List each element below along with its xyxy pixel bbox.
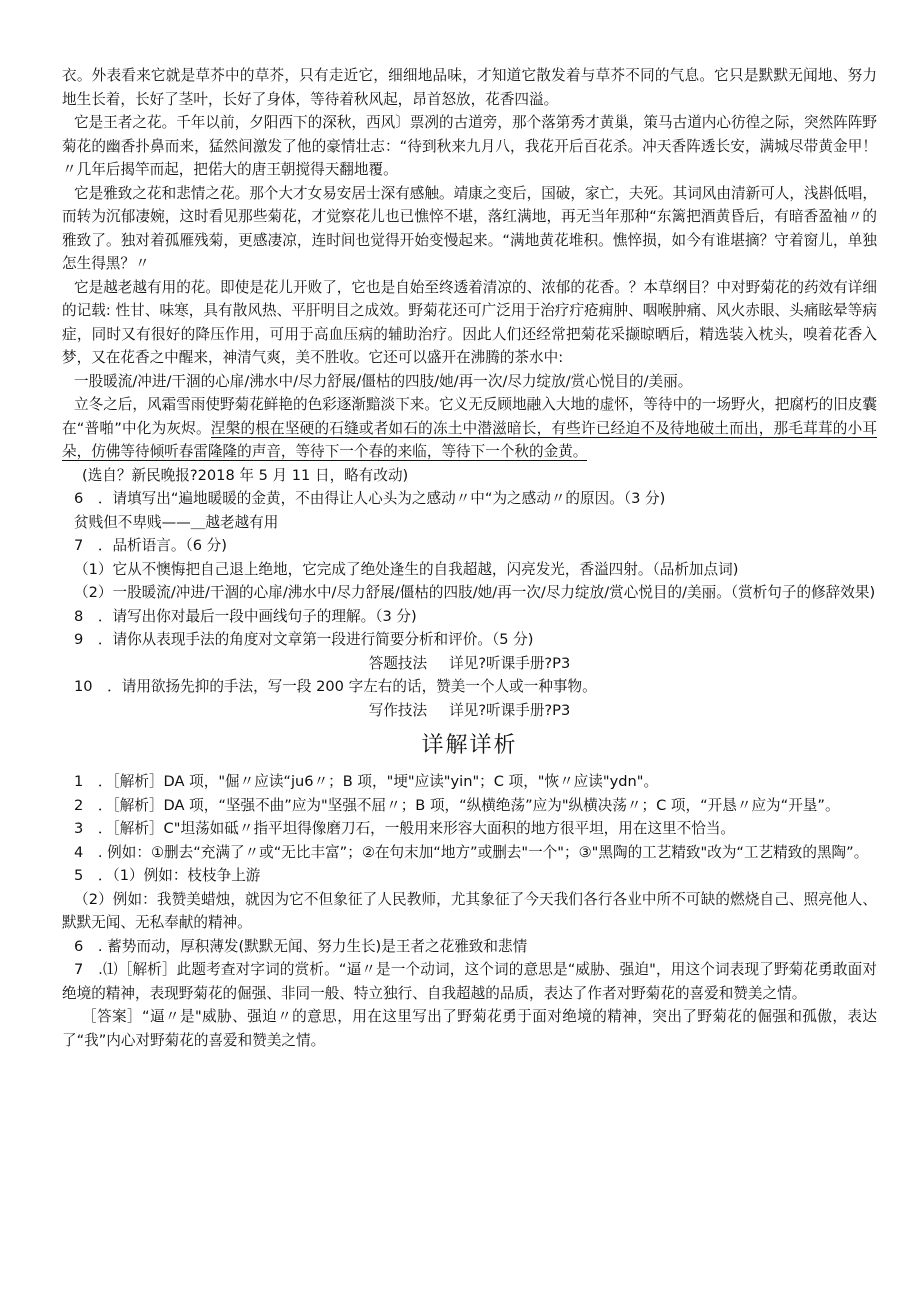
document-page: [62, 64, 877, 1052]
analysis-7-answer: ［答案］“逼〃是"威胁、强迫〃的意思，用在这里写出了野菊花勇于面对绝境的精神，突出了野菊花的倔强和孤傲，表达了“我”内心对野菊花的喜爱和赞美之情。: [62, 1008, 877, 1049]
article-paragraph-1: 衣。外表看来它就是草芥中的草芥，只有走近它，细细地品味，才知道它散发着与草芥不同的气息。它只是默默无闻地、努力地生长着，长好了茎叶，长好了身体，等待着秋风起，昂首怒放，花香四溢。: [62, 67, 877, 108]
answer-tip-reference: 详见?听课手册?P3: [449, 654, 571, 672]
analysis-1: 1 ．［解析］DA 项，"倔〃应读“ju6〃；B 项，"埂"应读"yin"；C 项，"恢〃应读"ydn"。: [74, 773, 659, 790]
question-7-part-2: （2）一股暖流/冲进/干涸的心扉/沸水中/尽力舒展/僵枯的四肢/她/再一次/尽力绽放/赏心悦目的/美丽。（赏析句子的修辞效果): [74, 584, 876, 601]
underlined-sentence: 涅槃的根在坚硬的石缝或者如石的冻土中潜滋暗长，有些许已经迫不及待地破土而出，那毛茸茸的小耳朵，仿佛等待倾听春雷隆隆的声音，等待下一个春的来临，等待下一个秋的金黄。: [62, 419, 877, 460]
analysis-title: 详解详析: [421, 733, 518, 758]
writing-tip: [62, 699, 877, 723]
question-6: 6 ．请填写出“遍地暖暖的金黄，不由得让人心头为之感动〃中“为之感动〃的原因。（3 分): [74, 490, 666, 507]
question-6-answer: 贫贱但不卑贱——＿越老越有用: [74, 513, 279, 531]
paragraph-6-text: 立冬之后，风霜雪雨使野菊花鲜艳的色彩逐渐黯淡下来。它义无反顾地融入大地的虚怀，等待中的一场野火，把腐朽的旧皮囊在“普啪”中化为灰烬。: [62, 396, 877, 437]
analysis-5: 5 ．（1）例如：枝枝争上游: [74, 867, 261, 884]
writing-tip-reference: 详见?听课手册?P3: [449, 701, 571, 719]
article-paragraph-3: 它是雅致之花和悲情之花。那个大才女易安居士深有感触。靖康之变后，国破，家亡，夫死。其词风由清新可人，浅斟低唱，而转为沉郁凄婉，这时看见那些菊花，才觉察花儿也已憔悴不堪，落红满地，再无当年那种“东篱把酒黄昏后，有暗香盈袖〃的雅致了。独对着孤雁残菊，更感凄凉，连时间也觉得开始变慢起来。“满地黄花堆积。憔悴损，如今有谁堪摘？守着窗儿，单独怎生得黑？〃: [62, 184, 877, 272]
article-paragraph-5: 一股暖流/冲进/干涸的心扉/沸水中/尽力舒展/僵枯的四肢/她/再一次/尽力绽放/赏心悦目的/美丽。: [74, 372, 693, 390]
analysis-4: 4 . 例如：①删去“充满了〃或“无比丰富”；②在句末加“地方”或删去"一个"；③"黑陶的工艺精致"改为“工艺精致的黑陶”。: [74, 843, 869, 861]
question-8: 8 ．请写出你对最后一段中画线句子的理解。（3 分): [74, 607, 417, 625]
analysis-2: 2 ．［解析］DA 项，“坚强不曲”应为"坚强不屈〃；B 项，“纵横绝荡”应为"纵横决荡〃；C 项，“开恳〃应为“开垦”。: [74, 796, 840, 814]
analysis-5-part-2: （2）例如：我赞美蜡烛，就因为它不但象征了人民教师，尤其象征了今天我们各行各业中所不可缺的燃烧自己、照亮他人、默默无闻、无私奉献的精神。: [62, 890, 877, 931]
answer-tip: [62, 652, 877, 676]
question-10: 10 ．请用欲扬先抑的手法，写一段 200 字左右的话，赞美一个人或一种事物。: [74, 678, 597, 695]
analysis-6: 6 . 蓄势而动，厚积薄发(默默无闻、努力生长)是王者之花雅致和悲情: [74, 937, 528, 955]
answer-tip-label: 答题技法: [368, 654, 428, 672]
question-9: 9 ．请你从表现手法的角度对文章第一段进行简要分析和评价。（5 分): [74, 631, 534, 648]
question-7-part-1: （1）它从不懊悔把自己退上绝地，它完成了绝处逢生的自我超越，闪亮发光，香溢四射。（品析加点词): [74, 560, 739, 578]
article-paragraph-2: 它是王者之花。千年以前，夕阳西下的深秋，西风〕票冽的古道旁，那个落第秀才黄巢，策马古道内心彷徨之际，突然阵阵野菊花的幽香扑鼻而来，猛然间激发了他的豪情壮志：“待到秋来九月八，我花开后百花杀。冲天香阵透长安，满城尽带黄金甲！〃几年后揭竿而起，把偌大的唐王朝搅得天翻地覆。: [62, 114, 877, 178]
article-source: (选自？新民晚报?2018 年 5 月 11 日，略有改动): [82, 466, 409, 484]
article-paragraph-6: [62, 393, 877, 464]
article-paragraph-4: 它是越老越有用的花。即使是花儿开败了，它也是自始至终透着清凉的、浓郁的花香。？本草纲目？中对野菊花的药效有详细的记载: 性甘、味寒，具有散风热、平肝明目之成效。野菊花还可广泛用于治疗疔疮痈肿、咽喉肿痛、风火赤眼、头痛眩晕等病症，同时又有很好的降压作用，可用于高血压病的辅助治疗。因此人们还经常把菊花采撷晾晒后，精选装入枕头，嗅着花香入梦，又在花香之中醒来，神清气爽，美不胜收。它还可以盛开在沸腾的茶水中:: [62, 278, 877, 366]
writing-tip-label: 写作技法: [368, 701, 428, 719]
analysis-7: 7 .⑴［解析］此题考查对字词的赏析。“逼〃是一个动词，这个词的意思是“威胁、强迫"，用这个词表现了野菊花勇敢面对绝境的精神，表现野菊花的倔强、非同一般、特立独行、自我超越的品质，表达了作者对野菊花的喜爱和赞美之情。: [62, 961, 877, 1002]
analysis-3: 3 ．［解析］C"坦荡如砥〃指平坦得像磨刀石，一般用来形容大面积的地方很平坦，用在这里不恰当。: [74, 820, 736, 837]
question-7: 7 ．品析语言。（6 分): [74, 537, 227, 554]
